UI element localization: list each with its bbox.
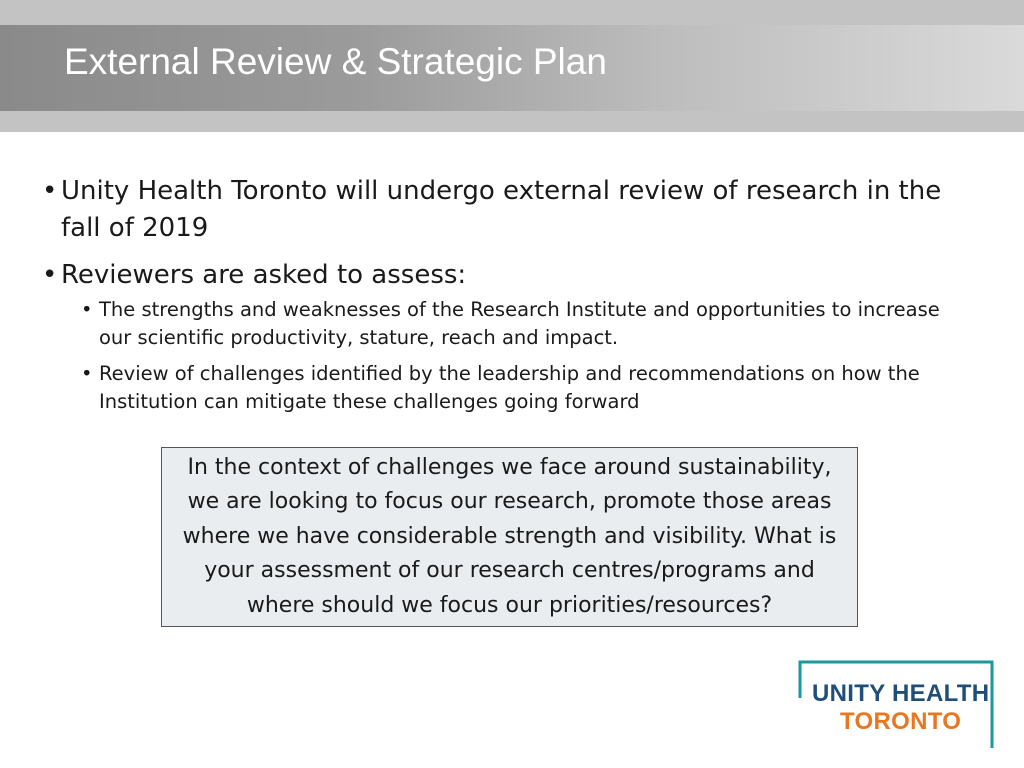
sub-bullet-marker: • <box>81 298 93 321</box>
bullet-list <box>42 173 972 426</box>
callout-text: In the context of challenges we face around sustainability, we are looking to focus our research, promote those areas where we have considerable strength and visibility. What is your assessment of our research centres/programs and where should we focus our priorities/resources? <box>182 454 837 618</box>
bullet-text: Unity Health Toronto will undergo external review of research in the fall of 2019 <box>61 176 942 243</box>
unity-health-toronto-logo <box>798 660 1008 750</box>
bullet-item <box>42 257 972 416</box>
bullet-item <box>42 173 972 247</box>
sub-bullet-item <box>81 296 972 352</box>
logo-text-unity-health: UNITY HEALTH <box>812 680 990 707</box>
slide-title: External Review & Strategic Plan <box>64 41 607 82</box>
sub-bullet-marker: • <box>81 362 93 385</box>
bullet-marker: • <box>42 260 58 290</box>
sub-bullet-text: The strengths and weaknesses of the Research Institute and opportunities to increase our scientific productivity, stature, reach and impact. <box>99 298 940 349</box>
sub-bullet-text: Review of challenges identified by the leadership and recommendations on how the Institution can mitigate these challenges going forward <box>99 362 920 413</box>
sub-bullet-list <box>81 296 972 416</box>
logo-text-toronto: TORONTO <box>840 708 962 735</box>
bullet-text: Reviewers are asked to assess: <box>61 260 467 290</box>
bullet-marker: • <box>42 176 58 206</box>
callout-box <box>161 447 858 627</box>
sub-bullet-item <box>81 360 972 416</box>
